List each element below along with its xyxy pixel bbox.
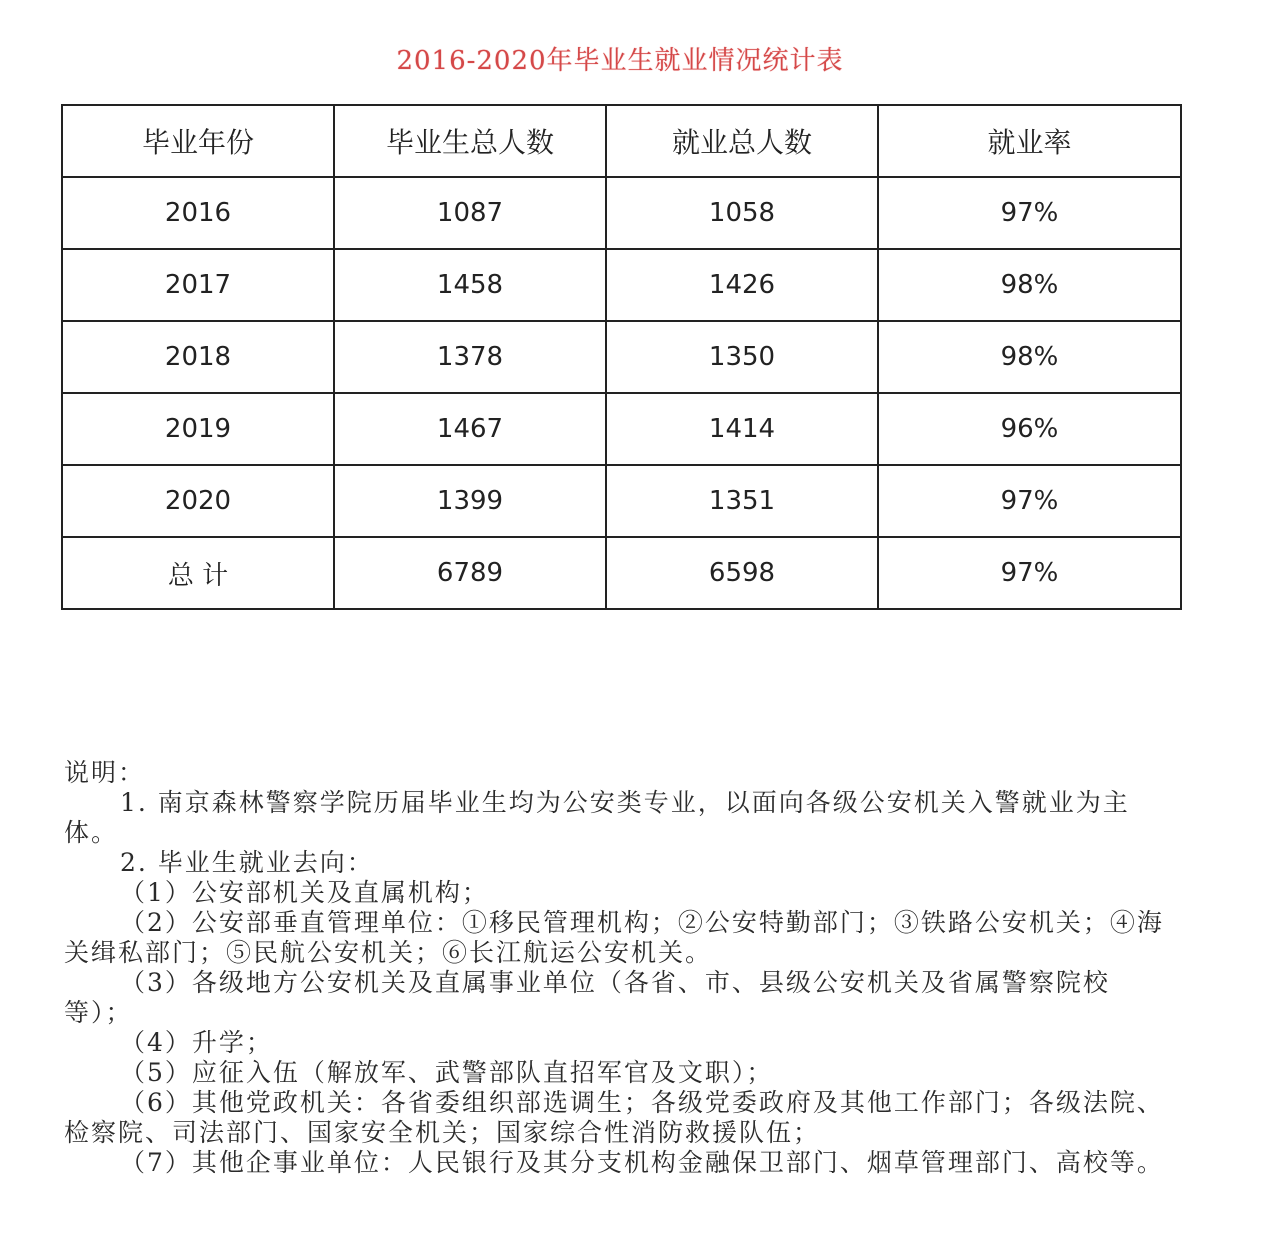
cell-graduates: 1378	[334, 321, 606, 393]
cell-total-graduates: 6789	[334, 537, 606, 609]
table-row	[62, 249, 1181, 321]
cell-graduates: 1087	[334, 177, 606, 249]
cell-total-label: 总 计	[62, 537, 334, 609]
cell-year: 2020	[62, 465, 334, 537]
notes-heading: 说明：	[64, 758, 146, 787]
note-item: （3）各级地方公安机关及直属事业单位（各省、市、县级公安机关及省属警察院校等）；	[64, 968, 1110, 1027]
cell-employed: 1351	[606, 465, 878, 537]
table-header-row	[62, 105, 1181, 177]
cell-graduates: 1399	[334, 465, 606, 537]
table-row	[62, 321, 1181, 393]
cell-total-employed: 6598	[606, 537, 878, 609]
note-item: （7）其他企事业单位：人民银行及其分支机构金融保卫部门、烟草管理部门、高校等。	[120, 1148, 1164, 1177]
cell-graduates: 1467	[334, 393, 606, 465]
note-item: （5）应征入伍（解放军、武警部队直招军官及文职）；	[120, 1058, 774, 1087]
table-row	[62, 465, 1181, 537]
note-item: 1. 南京森林警察学院历届毕业生均为公安类专业，以面向各级公安机关入警就业为主体。	[64, 788, 1130, 847]
table-row	[62, 393, 1181, 465]
notes-section	[64, 758, 1174, 1178]
cell-year: 2019	[62, 393, 334, 465]
table-row	[62, 177, 1181, 249]
header-total-graduates: 毕业生总人数	[334, 105, 606, 177]
cell-employed: 1350	[606, 321, 878, 393]
cell-employed: 1414	[606, 393, 878, 465]
cell-rate: 97%	[878, 465, 1181, 537]
note-item: （2）公安部垂直管理单位：①移民管理机构；②公安特勤部门；③铁路公安机关；④海关缉私部门；⑤民航公安机关；⑥长江航运公安机关。	[64, 908, 1164, 967]
cell-employed: 1426	[606, 249, 878, 321]
header-total-employed: 就业总人数	[606, 105, 878, 177]
employment-stats-table	[61, 104, 1182, 610]
cell-year: 2018	[62, 321, 334, 393]
note-item: （4）升学；	[120, 1028, 273, 1057]
header-employment-rate: 就业率	[878, 105, 1181, 177]
cell-rate: 96%	[878, 393, 1181, 465]
table-total-row	[62, 537, 1181, 609]
note-item: （1）公安部机关及直属机构；	[120, 878, 489, 907]
header-graduation-year: 毕业年份	[62, 105, 334, 177]
note-item: （6）其他党政机关：各省委组织部选调生；各级党委政府及其他工作部门；各级法院、检察院、司法部门、国家安全机关；国家综合性消防救援队伍；	[64, 1088, 1164, 1147]
cell-total-rate: 97%	[878, 537, 1181, 609]
table-title: 2016-2020年毕业生就业情况统计表	[396, 46, 844, 76]
cell-year: 2016	[62, 177, 334, 249]
cell-employed: 1058	[606, 177, 878, 249]
cell-year: 2017	[62, 249, 334, 321]
cell-graduates: 1458	[334, 249, 606, 321]
cell-rate: 98%	[878, 249, 1181, 321]
cell-rate: 98%	[878, 321, 1181, 393]
note-item: 2. 毕业生就业去向：	[120, 848, 374, 877]
cell-rate: 97%	[878, 177, 1181, 249]
